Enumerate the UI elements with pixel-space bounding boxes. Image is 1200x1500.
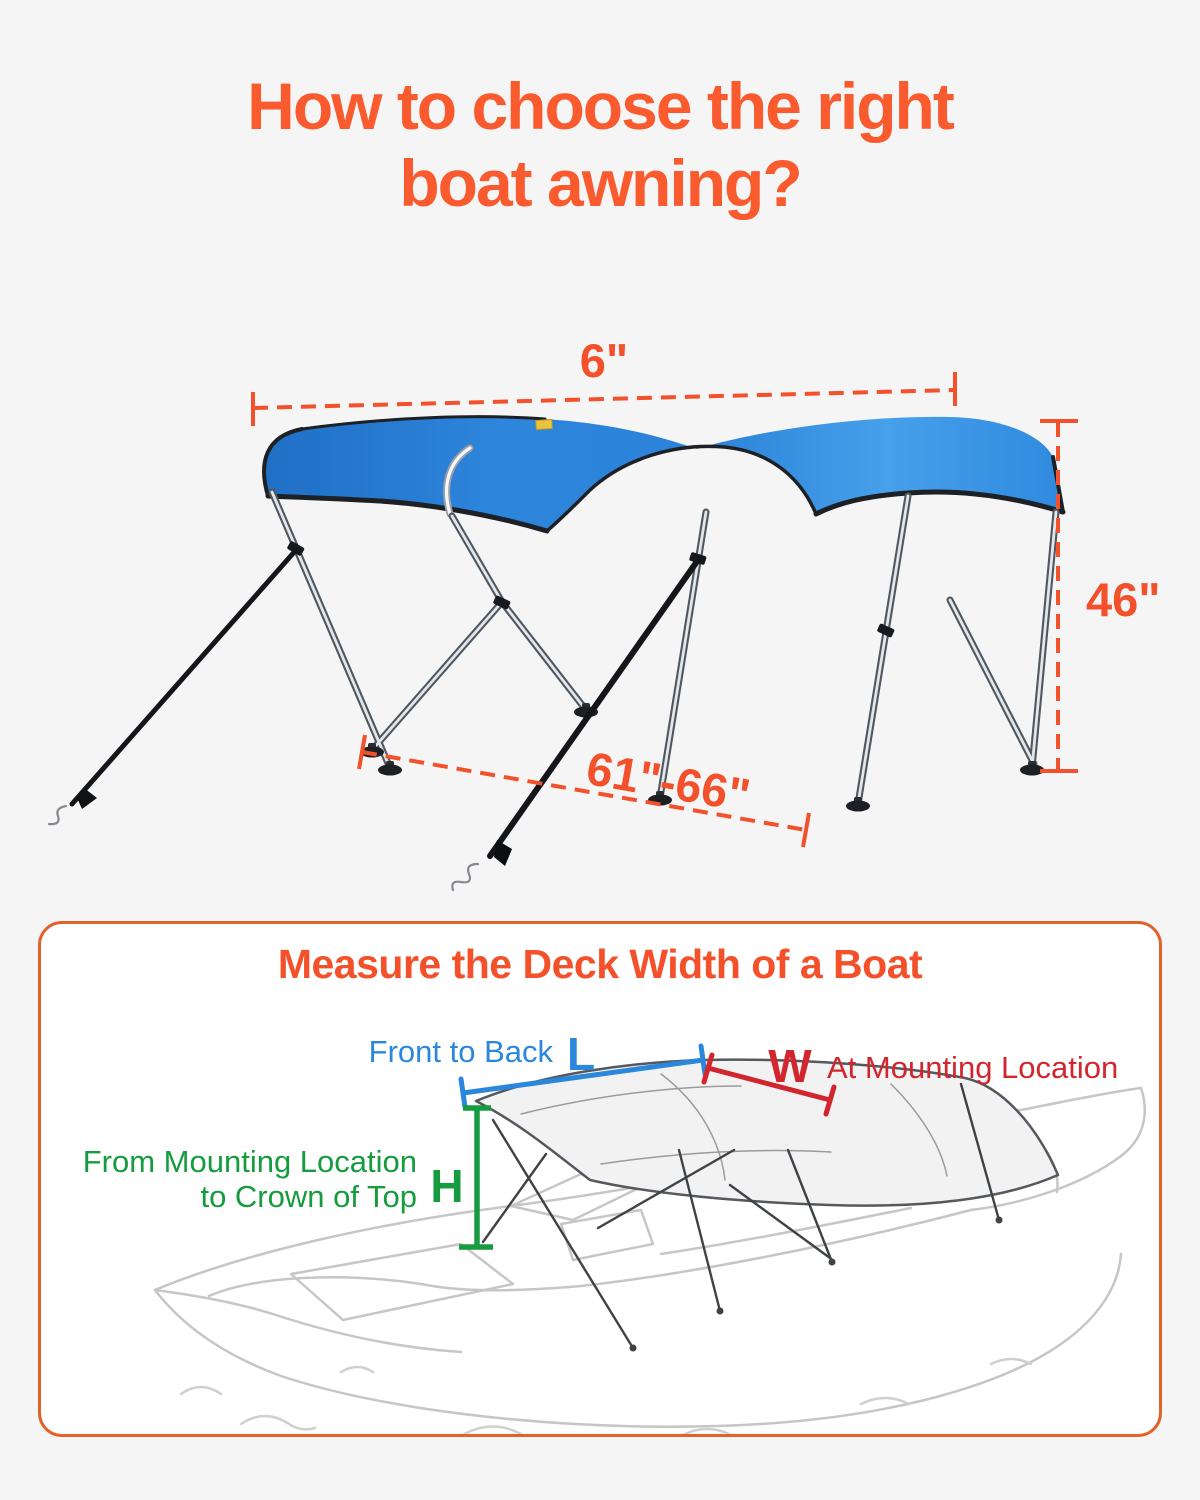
frame-clamps [287, 541, 895, 638]
measure-card [38, 921, 1162, 1437]
bimini-frame [49, 492, 1056, 890]
annotation-length-symbol: L [567, 1028, 596, 1080]
annotation-height-line [459, 1108, 493, 1247]
annotation-height-symbol: H [430, 1160, 464, 1212]
sketch-bimini-top [476, 1060, 1058, 1352]
dimension-length-label: 61"-66" [582, 741, 755, 822]
annotation-height-label-line2: to Crown of Top [200, 1179, 417, 1214]
page-title [0, 68, 1200, 222]
annotation-width-symbol: W [768, 1040, 812, 1092]
measure-card-title: Measure the Deck Width of a Boat [277, 941, 923, 987]
annotation-width-label: At Mounting Location [827, 1050, 1119, 1085]
page-title-line-2: boat awning? [399, 146, 801, 221]
bimini-top-figure [0, 300, 1200, 920]
annotation-height [83, 1108, 493, 1247]
dimension-height-label: 46" [1086, 573, 1161, 626]
annotation-length-label: Front to Back [368, 1034, 553, 1069]
boat-sketch-figure [41, 924, 1159, 1434]
dimension-width-label: 6" [579, 334, 629, 387]
canopy-label-tag [536, 419, 553, 429]
tie-down-strap-right [452, 560, 698, 890]
annotation-height-label-line1: From Mounting Location [82, 1144, 417, 1179]
tie-down-strap-left [49, 550, 296, 824]
water-squiggles [181, 1359, 1031, 1434]
bimini-canopy [264, 417, 1063, 531]
page-title-line-1: How to choose the right [247, 69, 953, 143]
